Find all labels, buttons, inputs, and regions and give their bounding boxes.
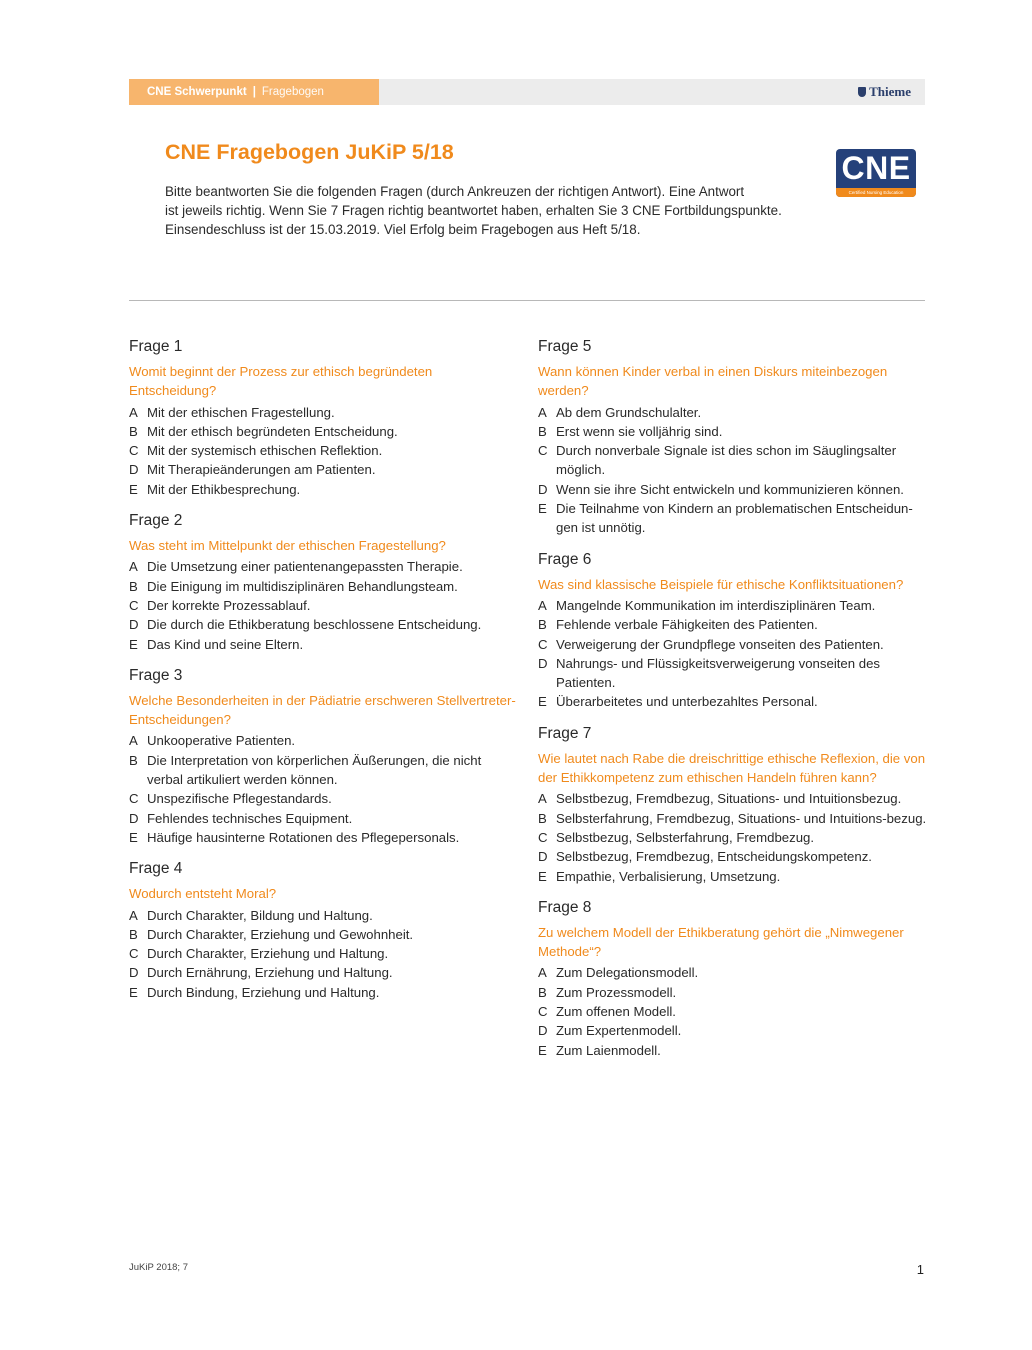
answer-text: Erst wenn sie volljährig sind. [556,423,723,439]
answer-text: Zum offenen Modell. [556,1004,676,1020]
answer-letter: E [129,829,138,845]
footer-citation: JuKiP 2018; 7 [129,1262,188,1273]
answer-letter: E [538,868,547,884]
answer-option[interactable] [538,403,928,422]
answer-option[interactable] [538,828,928,847]
question-text: Welche Besonderheiten in der Pädiatrie erschweren Stellvertreter-Entscheidungen? [129,692,516,728]
question-1 [129,336,519,499]
answer-letter: D [538,481,548,497]
answer-list [129,403,519,499]
divider [129,300,925,301]
answer-option[interactable] [538,1041,928,1060]
answer-option[interactable] [129,615,519,634]
answer-text: Fehlende verbale Fähigkeiten des Patienten. [556,617,818,633]
publisher-logo [858,79,911,105]
answer-text: Durch Bindung, Erziehung und Haltung. [147,984,380,1000]
answer-letter: A [129,404,138,420]
answer-text: Unspezifische Pflegestandards. [147,791,332,807]
answer-option[interactable] [129,441,519,460]
answer-option[interactable] [129,828,519,847]
answer-option[interactable] [129,557,519,576]
answer-letter: A [538,965,547,981]
answer-letter: C [538,443,548,459]
answer-text: Empathie, Verbalisierung, Umsetzung. [556,868,781,884]
answer-option[interactable] [538,422,928,441]
answer-list [538,963,928,1059]
answer-letter: C [129,946,139,962]
answer-option[interactable] [129,460,519,479]
section-separator: | [252,86,256,98]
question-4 [129,858,519,1002]
answer-text: Die Interpretation von körperlichen Äußerungen, die nicht verbal artikuliert werden können. [147,752,482,788]
answer-text: Selbsterfahrung, Fremdbezug, Situations- und Intuitions-bezug. [556,810,927,826]
answer-option[interactable] [538,809,928,828]
answer-letter: B [129,578,138,594]
answer-text: Zum Laienmodell. [556,1042,661,1058]
intro-line: Bitte beantworten Sie die folgenden Fragen (durch Ankreuzen der richtigen Antwort). Eine Antwort [165,184,745,199]
answer-text: Mit Therapieänderungen am Patienten. [147,462,376,478]
question-8 [538,897,928,1060]
answer-option[interactable] [538,480,928,499]
answer-letter: E [538,501,547,517]
answer-text: Verweigerung der Grundpflege vonseiten des Patienten. [556,636,884,652]
answer-text: Mangelnde Kommunikation im interdisziplinären Team. [556,597,876,613]
question-6 [538,549,928,712]
answer-text: Mit der Ethikbesprechung. [147,481,301,497]
intro-text [165,182,805,240]
answer-option[interactable] [129,983,519,1002]
answer-option[interactable] [538,596,928,615]
question-title: Frage 6 [538,550,592,568]
answer-text: Nahrungs- und Flüssigkeitsverweigerung vonseiten des Patienten. [556,655,881,691]
page-number: 1 [916,1262,924,1277]
answer-option[interactable] [538,789,928,808]
answer-letter: D [129,617,139,633]
answer-list [129,557,519,653]
questions-column-right [538,336,928,1071]
answer-letter: B [538,423,547,439]
answer-list [538,403,928,538]
answer-option[interactable] [129,809,519,828]
answer-option[interactable] [129,403,519,422]
question-text: Wann können Kinder verbal in einen Diskurs miteinbezogen werden? [538,364,888,399]
answer-letter: B [538,810,547,826]
answer-letter: A [129,907,138,923]
answer-text: Selbstbezug, Fremdbezug, Entscheidungskompetenz. [556,849,872,865]
answer-letter: D [538,849,548,865]
question-2 [129,510,519,654]
subsection-label: Fragebogen [261,86,324,98]
answer-letter: D [538,655,548,671]
answer-text: Selbstbezug, Selbsterfahrung, Fremdbezug. [556,829,815,845]
question-title: Frage 4 [129,860,183,878]
answer-text: Unkooperative Patienten. [147,733,296,749]
answer-option[interactable] [129,751,519,790]
answer-option[interactable] [129,480,519,499]
answer-letter: E [129,481,138,497]
answer-option[interactable] [538,499,928,538]
answer-option[interactable] [129,906,519,925]
thieme-shield-icon [858,87,866,97]
answer-text: Selbstbezug, Fremdbezug, Situations- und Intuitionsbezug. [556,791,902,807]
answer-text: Zum Delegationsmodell. [556,965,699,981]
answer-option[interactable] [538,1002,928,1021]
answer-text: Überarbeitetes und unterbezahltes Personal. [556,694,818,710]
answer-letter: C [538,829,548,845]
question-5 [538,336,928,538]
answer-letter: C [129,443,139,459]
answer-option[interactable] [538,635,928,654]
answer-text: Die Teilnahme von Kindern an problematischen Entscheidun-gen ist unnötig. [556,501,913,536]
question-text: Zu welchem Modell der Ethikberatung gehört die „Nimwegener Methode“? [538,924,904,960]
answer-option[interactable] [538,615,928,634]
question-title: Frage 8 [538,898,592,916]
answer-text: Ab dem Grundschulalter. [556,404,702,420]
answer-letter: E [129,984,138,1000]
question-title: Frage 3 [129,666,183,684]
answer-letter: A [538,791,547,807]
answer-letter: A [538,597,547,613]
answer-text: Wenn sie ihre Sicht entwickeln und kommunizieren können. [556,481,904,497]
answer-option[interactable] [129,944,519,963]
answer-text: Die durch die Ethikberatung beschlossene Entscheidung. [147,617,482,633]
page-title: CNE Fragebogen JuKiP 5/18 [165,140,454,164]
question-title: Frage 7 [538,724,592,742]
answer-letter: C [129,597,139,613]
question-3 [129,665,519,847]
answer-list [129,731,519,847]
answer-letter: A [129,733,138,749]
questions-column-left [129,336,519,1013]
answer-text: Durch Ernährung, Erziehung und Haltung. [147,965,393,981]
answer-text: Durch Charakter, Erziehung und Haltung. [147,946,389,962]
intro-line: ist jeweils richtig. Wenn Sie 7 Fragen richtig beantwortet haben, erhalten Sie 3 CNE Fortbildungspunkte. [165,203,782,219]
cne-logo [836,149,916,197]
answer-letter: E [538,1042,547,1058]
answer-letter: B [129,423,138,439]
answer-option[interactable] [129,635,519,654]
answer-option[interactable] [129,789,519,808]
answer-letter: B [538,617,547,633]
answer-option[interactable] [129,731,519,750]
answer-letter: B [129,926,138,942]
answer-text: Durch Charakter, Erziehung und Gewohnheit. [147,926,414,942]
answer-letter: D [538,1023,548,1039]
question-text: Womit beginnt der Prozess zur ethisch begründeten Entscheidung? [129,364,433,399]
answer-letter: B [538,984,547,1000]
answer-option[interactable] [538,441,928,480]
answer-text: Durch Charakter, Bildung und Haltung. [147,907,373,923]
section-tab [129,79,379,105]
answer-option[interactable] [129,925,519,944]
answer-list [129,906,519,1002]
answer-letter: C [538,636,548,652]
answer-text: Zum Prozessmodell. [556,984,677,1000]
section-label: CNE Schwerpunkt [147,86,247,98]
question-title: Frage 2 [129,512,183,530]
answer-text: Mit der ethischen Fragestellung. [147,404,335,420]
answer-text: Der korrekte Prozessablauf. [147,597,311,613]
answer-text: Durch nonverbale Signale ist dies schon im Säuglingsalter möglich. [556,443,897,478]
answer-text: Das Kind und seine Eltern. [147,636,304,652]
answer-option[interactable] [538,867,928,886]
answer-letter: D [129,810,139,826]
answer-option[interactable] [538,1021,928,1040]
answer-letter: C [538,1004,548,1020]
answer-list [538,596,928,712]
answer-text: Die Einigung im multidisziplinären Behandlungsteam. [147,578,458,594]
answer-option[interactable] [538,692,928,711]
answer-option[interactable] [129,577,519,596]
question-7 [538,723,928,886]
question-text: Was steht im Mittelpunkt der ethischen Fragestellung? [129,538,446,554]
answer-letter: D [129,462,139,478]
answer-letter: A [129,559,138,575]
answer-option[interactable] [538,847,928,866]
answer-letter: E [538,694,547,710]
answer-letter: E [129,636,138,652]
answer-option[interactable] [538,983,928,1002]
intro-line: Einsendeschluss ist der 15.03.2019. Viel Erfolg beim Fragebogen aus Heft 5/18. [165,222,641,238]
answer-letter: D [129,965,139,981]
answer-letter: B [129,752,138,768]
answer-text: Mit der systemisch ethischen Reflektion. [147,443,383,459]
answer-text: Die Umsetzung einer patientenangepassten Therapie. [147,559,463,575]
header-bar [129,79,925,105]
answer-text: Zum Expertenmodell. [556,1023,682,1039]
answer-list [538,789,928,885]
answer-text: Fehlendes technisches Equipment. [147,810,353,826]
question-title: Frage 1 [129,338,183,355]
answer-option[interactable] [129,963,519,982]
answer-option[interactable] [538,654,928,693]
answer-option[interactable] [129,596,519,615]
answer-text: Mit der ethisch begründeten Entscheidung. [147,423,398,439]
question-text: Wie lautet nach Rabe die dreischrittige ethische Reflexion, die von der Ethikkompetenz zum ethischen Handeln führen kann? [538,750,926,786]
question-title: Frage 5 [538,338,592,355]
answer-letter: A [538,404,547,420]
cne-logo-subtext: Certified Nursing Education [836,188,916,197]
question-text: Wodurch entsteht Moral? [129,886,277,902]
answer-option[interactable] [538,963,928,982]
answer-option[interactable] [129,422,519,441]
cne-logo-text: CNE [841,150,911,186]
publisher-name: Thieme [869,84,911,99]
answer-text: Häufige hausinterne Rotationen des Pflegepersonals. [147,829,460,845]
answer-letter: C [129,791,139,807]
question-text: Was sind klassische Beispiele für ethische Konfliktsituationen? [538,576,904,592]
